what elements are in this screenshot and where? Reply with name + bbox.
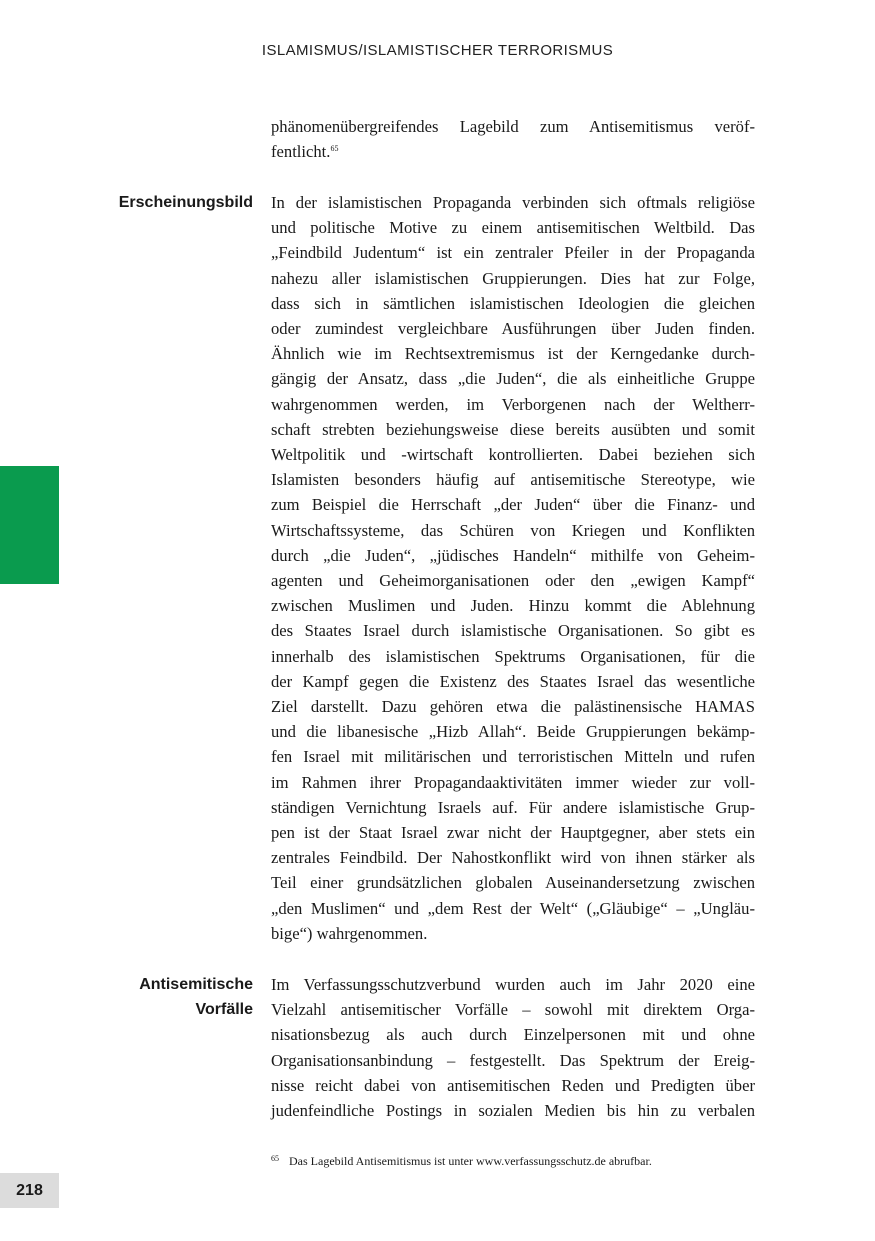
text-line: schaft strebten beziehungsweise diese bereits ausübten und somit: [271, 419, 755, 439]
text-line: nisationsbezug als auch durch Einzelpersonen mit und ohne: [271, 1025, 755, 1045]
text-line: bige“) wahrgenommen.: [271, 923, 428, 943]
text-line: der Kampf gegen die Existenz des Staates Israel das wesentliche: [271, 671, 755, 691]
text-line: innerhalb des islamistischen Spektrums Organisationen, für die: [271, 646, 755, 666]
text-line: Islamisten besonders häufig auf antisemitische Stereotype, wie: [271, 470, 755, 490]
text-line: zum Beispiel die Herrschaft „der Juden“ über die Finanz- und: [271, 495, 755, 515]
text-line: im Rahmen ihrer Propagandaaktivitäten immer wieder zur voll-: [271, 772, 755, 792]
text-line: „Feindbild Judentum“ ist ein zentraler Pfeiler in der Propaganda: [271, 243, 755, 263]
text-line: Teil einer grundsätzlichen globalen Auseinandersetzung zwischen: [271, 873, 755, 893]
text-line: nisse reicht dabei von antisemitischen Reden und Predigten über: [271, 1075, 755, 1095]
text-line: fen Israel mit militärischen und terroristischen Mitteln und rufen: [271, 747, 755, 767]
text-line: nahezu aller islamistischen Gruppierungen. Dies hat zur Folge,: [271, 268, 755, 288]
text-line: wahrgenommen werden, im Verborgenen nach der Weltherr-: [271, 394, 755, 414]
text-line: Im Verfassungsschutzverbund wurden auch im Jahr 2020 eine: [271, 975, 755, 994]
footnote: [271, 1154, 771, 1169]
side-heading-line: Vorfälle: [195, 1001, 253, 1019]
side-heading-antisemitische-vorfaelle: [139, 972, 253, 1022]
footnote-text: Das Lagebild Antisemitismus ist unter www.verfassungsschutz.de abrufbar.: [289, 1154, 652, 1168]
text-line: Ähnlich wie im Rechtsextremismus ist der Kerngedanke durch-: [271, 344, 755, 364]
text-line: pen ist der Staat Israel zwar nicht der Hauptgegner, aber stets ein: [271, 823, 755, 843]
text-line: agenten und Geheimorganisationen oder den „ewigen Kampf“: [271, 571, 755, 591]
footnote-reference[interactable]: 65: [330, 144, 339, 154]
text-line: Vielzahl antisemitischer Vorfälle – sowohl mit direktem Orga-: [271, 1000, 755, 1020]
text-line: zentrales Feindbild. Der Nahostkonflikt wird von ihnen stärker als: [271, 848, 755, 868]
page-number: [0, 1173, 59, 1208]
section-erscheinungsbild-paragraph: [271, 190, 755, 946]
text-line: Wirtschaftssysteme, das Schüren von Kriegen und Konflikten: [271, 520, 755, 540]
text-line: oder zumindest vergleichbare Ausführungen über Juden finden.: [271, 319, 755, 339]
footnote-number: 65: [271, 1154, 279, 1163]
text-line: des Staates Israel durch islamistische Organisationen. So gibt es: [271, 621, 755, 641]
section-vorfaelle-paragraph: [271, 972, 755, 1123]
text-line: ständigen Vernichtung Israels auf. Für andere islamistische Grup-: [271, 797, 755, 817]
text-line: „den Muslimen“ und „dem Rest der Welt“ („Gläubige“ – „Ungläu-: [271, 898, 755, 918]
text-line: dass sich in sämtlichen islamistischen Ideologien die gleichen: [271, 293, 755, 313]
text-line: und die libanesische „Hizb Allah“. Beide Gruppierungen bekämp-: [271, 722, 755, 742]
text-line: Weltpolitik und -wirtschaft kontrollierten. Dabei beziehen sich: [271, 445, 755, 465]
text-line: judenfeindliche Postings in sozialen Medien bis hin zu verbalen: [271, 1101, 755, 1121]
text-line: und politische Motive zu einem antisemitischen Weltbild. Das: [271, 218, 755, 238]
text-line: zwischen Muslimen und Juden. Hinzu kommt die Ablehnung: [271, 596, 755, 616]
page-number-label: 218: [16, 1181, 43, 1199]
text-line: gängig der Ansatz, dass „die Juden“, die als einheitliche Gruppe: [271, 369, 755, 389]
text-line: Organisationsanbindung – festgestellt. Das Spektrum der Ereig-: [271, 1050, 755, 1070]
text-line: durch „die Juden“, „jüdisches Handeln“ mithilfe von Geheim-: [271, 545, 755, 565]
text-line: fentlicht.$^{65}$: [271, 142, 339, 162]
text-line: phänomenübergreifendes Lagebild zum Antisemitismus veröf-: [271, 117, 755, 136]
running-header: ISLAMISMUS/ISLAMISTISCHER TERRORISMUS: [261, 42, 614, 59]
intro-paragraph: [271, 114, 755, 164]
text-line: In der islamistischen Propaganda verbinden sich oftmals religiöse: [271, 193, 755, 212]
chapter-color-tab: [0, 466, 59, 584]
side-heading-erscheinungsbild: Erscheinungsbild: [118, 194, 253, 211]
side-heading-line: Antisemitische: [139, 976, 253, 993]
text-line: Ziel darstellt. Dazu gehören etwa die palästinensische HAMAS: [271, 697, 755, 717]
